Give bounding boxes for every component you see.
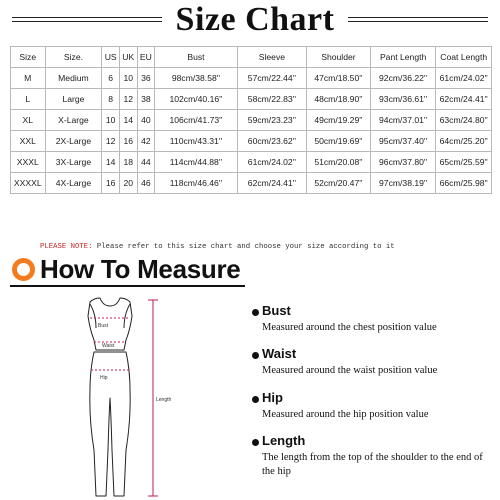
table-cell: 59cm/23.23'' xyxy=(237,110,306,131)
table-cell: 18 xyxy=(119,152,137,173)
table-cell: 110cm/43.31'' xyxy=(155,131,238,152)
table-cell: XXXL xyxy=(11,152,46,173)
table-cell: 12 xyxy=(102,131,120,152)
table-cell: 46 xyxy=(137,173,155,194)
table-cell: 106cm/41.73'' xyxy=(155,110,238,131)
table-cell: X-Large xyxy=(45,110,102,131)
table-cell: 4X-Large xyxy=(45,173,102,194)
table-row xyxy=(11,89,492,110)
table-cell: 16 xyxy=(119,131,137,152)
table-row xyxy=(11,131,492,152)
table-row xyxy=(11,68,492,89)
title-rule-right-bottom xyxy=(348,21,488,22)
table-cell: 42 xyxy=(137,131,155,152)
size-table xyxy=(10,46,492,194)
table-cell: 92cm/36.22'' xyxy=(370,68,436,89)
bullet-icon xyxy=(252,439,259,446)
figure-label-waist: Waist xyxy=(102,343,115,349)
measure-markers xyxy=(90,300,158,496)
table-cell: 16 xyxy=(102,173,120,194)
table-cell: 44 xyxy=(137,152,155,173)
figure-label-hip: Hip xyxy=(100,375,108,381)
table-cell: 10 xyxy=(102,110,120,131)
table-cell: 62cm/24.41'' xyxy=(436,89,492,110)
measure-name: Length xyxy=(262,433,306,448)
table-cell: 14 xyxy=(119,110,137,131)
table-cell: 49cm/19.29'' xyxy=(307,110,371,131)
table-cell: 38 xyxy=(137,89,155,110)
table-cell: XL xyxy=(11,110,46,131)
table-cell: 61cm/24.02'' xyxy=(436,68,492,89)
jumpsuit-outline xyxy=(88,298,132,496)
table-cell: 40 xyxy=(137,110,155,131)
table-cell: 98cm/38.58'' xyxy=(155,68,238,89)
table-header-row xyxy=(11,47,492,68)
column-header: Coat Length xyxy=(436,47,492,68)
jumpsuit-figure xyxy=(60,290,200,500)
table-cell: L xyxy=(11,89,46,110)
table-cell: 61cm/24.02'' xyxy=(237,152,306,173)
table-cell: 97cm/38.19'' xyxy=(370,173,436,194)
orange-ring-icon xyxy=(11,257,36,282)
table-cell: 10 xyxy=(119,68,137,89)
title-rule-right-top xyxy=(348,17,488,18)
bullet-icon xyxy=(252,352,259,359)
figure-label-length: Length xyxy=(156,397,172,403)
table-row xyxy=(11,173,492,194)
note-prefix: PLEASE NOTE: xyxy=(40,243,93,251)
table-cell: 8 xyxy=(102,89,120,110)
how-to-measure-title: How To Measure xyxy=(40,254,241,284)
table-cell: 114cm/44.88'' xyxy=(155,152,238,173)
table-cell: 118cm/46.46'' xyxy=(155,173,238,194)
table-cell: 12 xyxy=(119,89,137,110)
measure-description: Measured around the chest position value xyxy=(262,322,437,333)
size-chart-header xyxy=(0,0,500,40)
bullet-icon xyxy=(252,309,259,316)
size-note xyxy=(40,243,395,251)
measure-name: Waist xyxy=(262,346,297,361)
column-header: Size xyxy=(11,47,46,68)
table-cell: 14 xyxy=(102,152,120,173)
table-cell: 6 xyxy=(102,68,120,89)
column-header: Pant Length xyxy=(370,47,436,68)
table-row xyxy=(11,152,492,173)
table-cell: 93cm/36.61'' xyxy=(370,89,436,110)
table-cell: 20 xyxy=(119,173,137,194)
page-title: Size Chart xyxy=(175,1,335,38)
note-text: Please refer to this size chart and choose your size according to it xyxy=(92,243,395,251)
measure-name: Bust xyxy=(262,303,291,318)
figure-label-bust: Bust xyxy=(98,323,109,329)
table-cell: 2X-Large xyxy=(45,131,102,152)
column-header: Shoulder xyxy=(307,47,371,68)
table-cell: 58cm/22.83'' xyxy=(237,89,306,110)
column-header: Size. xyxy=(45,47,102,68)
table-cell: 95cm/37.40'' xyxy=(370,131,436,152)
table-cell: 94cm/37.01'' xyxy=(370,110,436,131)
measure-description: The length from the top of the shoulder to the end of the hip xyxy=(262,452,483,477)
table-cell: 63cm/24.80'' xyxy=(436,110,492,131)
table-cell: XXXXL xyxy=(11,173,46,194)
table-cell: 64cm/25.20'' xyxy=(436,131,492,152)
bullet-icon xyxy=(252,396,259,403)
table-cell: 3X-Large xyxy=(45,152,102,173)
table-cell: 52cm/20.47'' xyxy=(307,173,371,194)
table-cell: 60cm/23.62'' xyxy=(237,131,306,152)
column-header: Bust xyxy=(155,47,238,68)
column-header: EU xyxy=(137,47,155,68)
table-cell: 47cm/18.50'' xyxy=(307,68,371,89)
title-rule-left-top xyxy=(12,17,162,18)
table-cell: Medium xyxy=(45,68,102,89)
table-cell: Large xyxy=(45,89,102,110)
how-to-measure-underline xyxy=(10,285,245,287)
column-header: Sleeve xyxy=(237,47,306,68)
table-cell: XXL xyxy=(11,131,46,152)
size-table-body xyxy=(11,68,492,194)
table-cell: 62cm/24.41'' xyxy=(237,173,306,194)
table-cell: M xyxy=(11,68,46,89)
table-cell: 36 xyxy=(137,68,155,89)
table-cell: 50cm/19.69'' xyxy=(307,131,371,152)
measure-name: Hip xyxy=(262,390,283,405)
table-cell: 65cm/25.59'' xyxy=(436,152,492,173)
table-cell: 96cm/37.80'' xyxy=(370,152,436,173)
measure-description: Measured around the waist position value xyxy=(262,365,438,376)
column-header: UK xyxy=(119,47,137,68)
table-cell: 66cm/25.98'' xyxy=(436,173,492,194)
table-cell: 57cm/22.44'' xyxy=(237,68,306,89)
table-cell: 51cm/20.08'' xyxy=(307,152,371,173)
table-cell: 48cm/18.90'' xyxy=(307,89,371,110)
column-header: US xyxy=(102,47,120,68)
title-rule-left-bottom xyxy=(12,21,162,22)
measure-description: Measured around the hip position value xyxy=(262,409,429,420)
table-cell: 102cm/40.16'' xyxy=(155,89,238,110)
table-row xyxy=(11,110,492,131)
